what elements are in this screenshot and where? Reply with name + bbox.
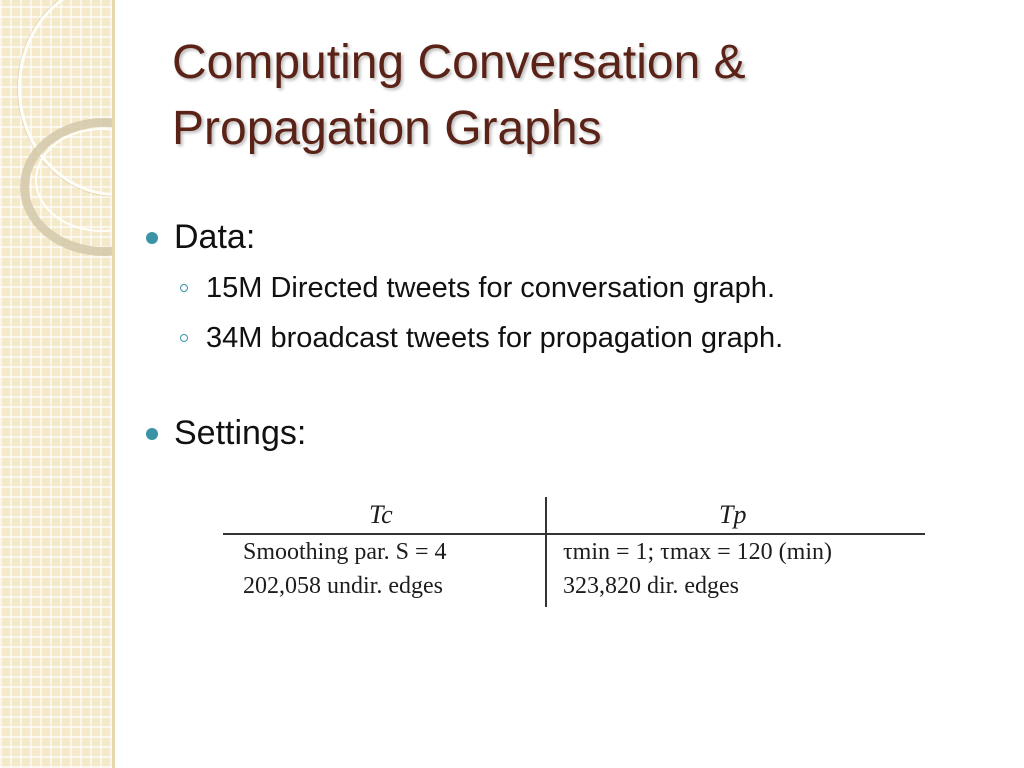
settings-table: [223, 497, 925, 607]
table-column-divider: [545, 497, 547, 607]
table-cell: Smoothing par. S = 4: [243, 539, 447, 565]
sub-bullet-text: 34M broadcast tweets for propagation graph.: [206, 322, 784, 354]
slide-title: Computing Conversation & Propagation Graphs: [172, 36, 746, 155]
sub-bullet: [140, 263, 1000, 313]
bullet-label: Settings:: [174, 414, 307, 452]
table-header-tp: Tp: [719, 500, 747, 529]
table-cell: 202,058 undir. edges: [243, 573, 443, 599]
sub-bullet-circle-icon: [180, 284, 188, 292]
bullet-list: [140, 215, 1000, 455]
sub-bullet-text: 15M Directed tweets for conversation graph.: [206, 272, 775, 304]
table-header-rule: [223, 533, 925, 535]
table-header-tc: Tc: [369, 500, 393, 529]
sub-bullet-circle-icon: [180, 334, 188, 342]
bullet-settings: [140, 411, 1000, 455]
table-cell: 323,820 dir. edges: [563, 573, 739, 599]
bullet-label: Data:: [174, 218, 256, 256]
sub-bullet: [140, 313, 1000, 363]
side-panel-edge: [112, 0, 115, 768]
bullet-data: [140, 215, 1000, 259]
table-cell: τmin = 1; τmax = 120 (min): [563, 539, 833, 565]
bullet-dot-icon: [146, 428, 158, 440]
bullet-dot-icon: [146, 232, 158, 244]
decorative-side-panel: [0, 0, 112, 768]
